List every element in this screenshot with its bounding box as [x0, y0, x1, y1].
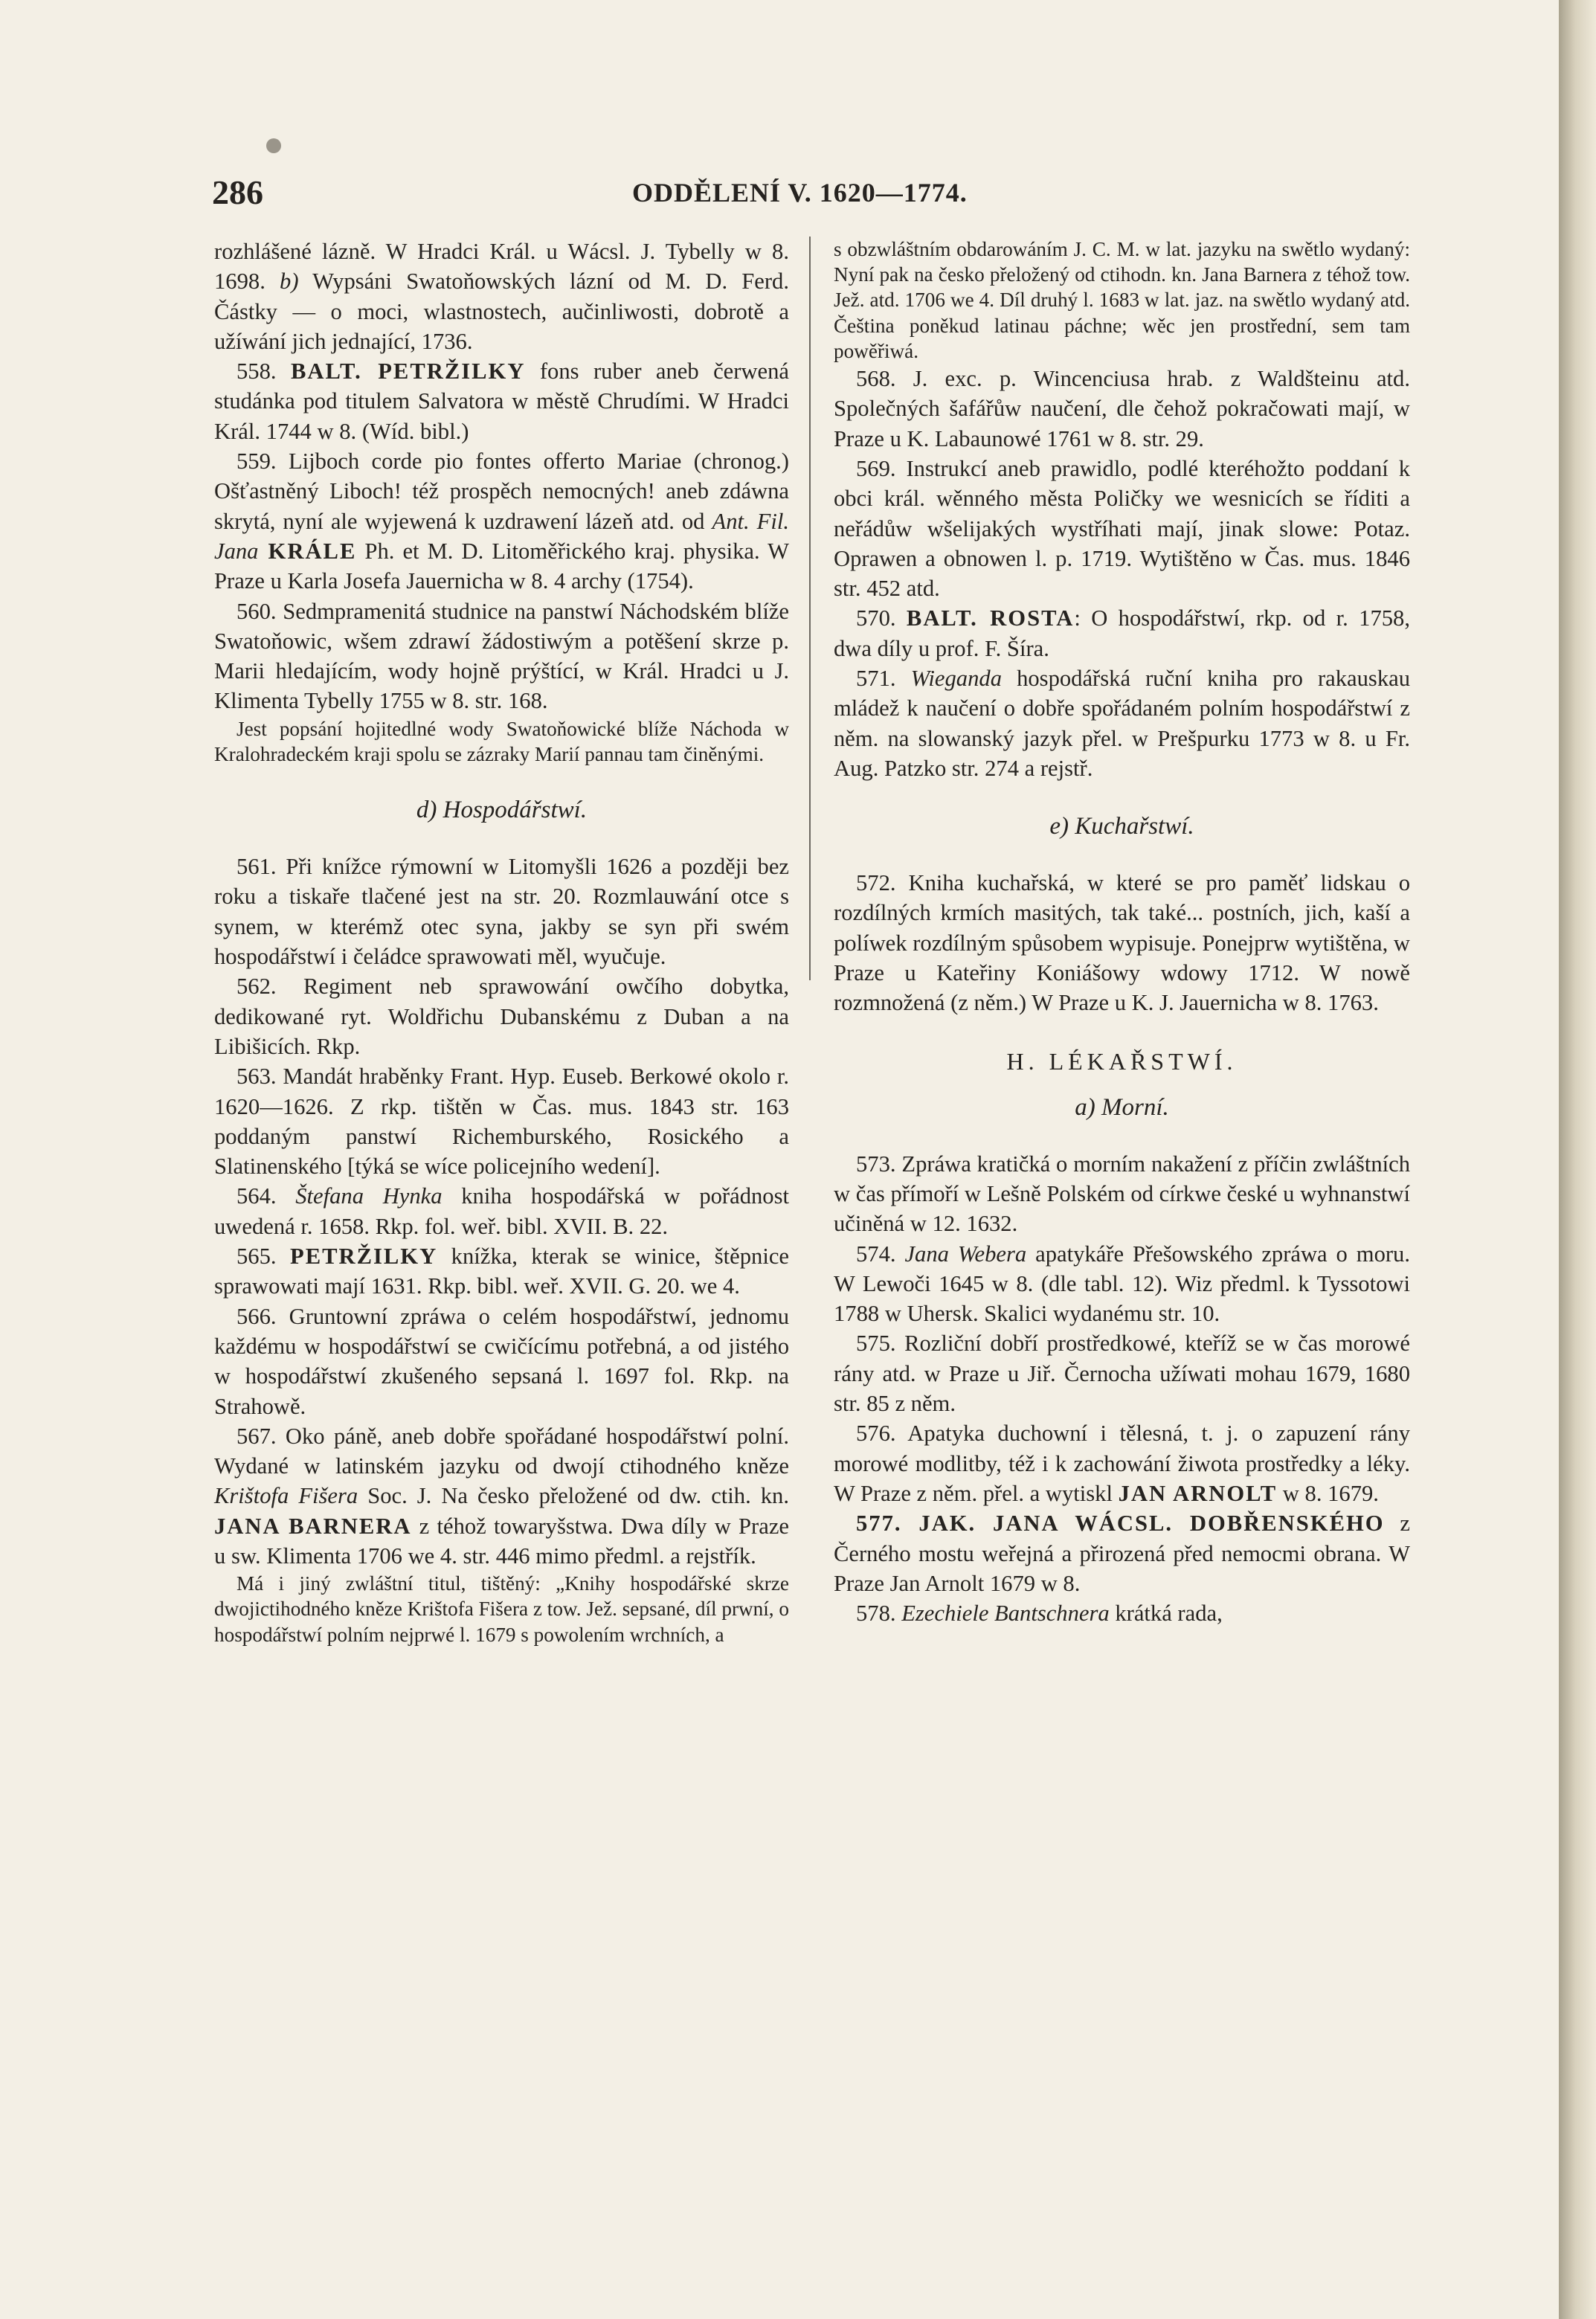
section-heading-kucharstvi: e) Kuchařstwí.: [1049, 813, 1194, 840]
page-header: [212, 173, 1409, 217]
section-heading-hospodarstvi: d) Hospodářstwí.: [416, 797, 588, 824]
entry-567-note: Má i jiný zwláštní titul, tištěný: „Knihy hospodářské skrze dwojictihodného kněze Krištofa Fišera z tow. Jež. sepsané, díl prwní, o hospodářstwí polním nejprwé l. 1679 s powolením wrchních, a: [214, 1572, 789, 1646]
entry-567: 567. Oko páně, aneb dobře spořádané hospodářstwí polní. Wydané w latinském jazyku od dwojí ctihodného kněze Krištofa Fišera Soc. J. Na česko přeložené od dw. ctih. kn. JANA BARNERA z téhož towaryšstwa. Dwa díly w Praze u sw. Klimenta 1706 we 4. str. 446 mimo předml. a rejstřík.: [214, 1423, 789, 1569]
entry-560: 560. Sedmpramenitá studnice na panstwí Náchodském blíže Swatoňowic, wšem zdrawí žádostiwým a potěšení skrze p. Marii hledajícím, wody hojně prýštící, w Král. Hradci u J. Klimenta Tybelly 1755 w 8. str. 168.: [214, 598, 789, 714]
entry-558: 558. BALT. PETRŽILKY fons ruber aneb čerwená studánka pod titulem Salvatora w městě Chrudími. W Hradci Král. 1744 w 8. (Wíd. bibl.): [214, 358, 789, 444]
entry-565: 565. PETRŽILKY knížka, kterak se winice, štěpnice sprawowati mají 1631. Rkp. bibl. weř. XVII. G. 20. we 4.: [214, 1244, 790, 1299]
entry-566: 566. Gruntowní zpráwa o celém hospodářstwí, jednomu každému w hospodářstwí se cwičícímu potřebná, a od jistého w hospodářstwí zkušeného sepsaná l. 1697 fol. Rkp. na Strahowě.: [214, 1303, 789, 1419]
entry-562: 562. Regiment neb sprawowání owčího dobytka, dedikowané ryt. Woldřichu Dubanskému z Duban a na Libišicích. Rkp.: [214, 974, 789, 1059]
entry-577: 577. JAK. JANA WÁCSL. DOBŘENSKÉHO z Černého mostu weřejná a přirozená před nemocmi obrana. W Praze Jan Arnolt 1679 w 8.: [834, 1511, 1411, 1596]
entry-559: 559. Lijboch corde pio fontes offerto Mariae (chronog.) Ošťastněný Liboch! též prospěch nemocných! aneb zdáwna skrytá, nyní ale wyjewená k uzdrawení lázeň atd. od Ant. Fil. Jana KRÁLE Ph. et M. D. Litoměřického kraj. physika. W Praze u Karla Josefa Jauernicha w 8. 4 archy (1754).: [214, 448, 789, 594]
left-column: [214, 237, 789, 1647]
entry-563: 563. Mandát hraběnky Frant. Hyp. Euseb. Berkowé okolo r. 1620—1626. Z rkp. tištěn w Čas. mus. 1843 str. 163 poddaným panstwí Richemburského, Rosického a Slatinenského [týká se wíce policejního wedení].: [214, 1064, 789, 1180]
entry-571: 571. Wieganda hospodářská ruční kniha pro rakauskau mládež k naučení o dobře spořádaném polním hospodářstwí z něm. na slowanský jazyk přel. w Prešpurku 1773 w 8. u Fr. Aug. Patzko str. 274 a rejstř.: [834, 665, 1410, 781]
entry-561: 561. Při knížce rýmowní w Litomyšli 1626 a později bez roku a tiskaře tlačené jest na str. 20. Rozmlauwání otce s synem, w kterémž otec syna, jakby se syn při swém hospodářstwí i čeládce sprawowati měl, wyučuje.: [214, 854, 789, 970]
section-heading-morni: a) Morní.: [1075, 1093, 1169, 1121]
page-number: 286: [212, 173, 263, 211]
column-divider: [809, 237, 811, 980]
entry-572: 572. Kniha kuchařská, w které se pro paměť lidskau o rozdílných krmích masitých, tak také... postních, jich, kaší a políwek rozdílným spůsobem wypisuje. Ponejprw wytištěna, w Praze u Kateřiny Koniášowy wdowy 1712. W nowě rozmnožená (z něm.) W Praze u K. J. Jauernicha w 8. 1763.: [834, 870, 1410, 1016]
entry-567-note-continuation: s obzwláštním obdarowáním J. C. M. w lat. jazyku na swětlo wydaný: Nyní pak na česko přeložený od ctihodn. kn. Jana Barnera z téhož tow. Jež. atd. 1706 we 4. Díl druhý l. 1683 w lat. jaz. na swětlo wydaný atd. Čeština poněkud latinau páchne; wěc jen prostřední, sem tam powěřiwá.: [834, 238, 1410, 362]
entry-575: 575. Rozliční dobří prostředkowé, kteříž se w čas morowé rány atd. w Praze u Jiř. Černocha užíwati mohau 1679, 1680 str. 85 z něm.: [834, 1331, 1410, 1417]
entry-560-note: Jest popsání hojitedlné wody Swatoňowické blíže Náchoda w Kralohradeckém kraji spolu se zázraky Marií pannau tam činěnými.: [214, 717, 789, 765]
entry-576: 576. Apatyka duchowní i tělesná, t. j. o zapuzení rány morowé modlitby, též i k zachowání žiwota prostředky a léky. W Praze z něm. přel. a wytiskl JAN ARNOLT w 8. 1679.: [834, 1421, 1410, 1506]
entry-564: 564. Štefana Hynka kniha hospodářská w pořádnost uwedená r. 1658. Rkp. fol. weř. bibl. XVII. B. 22.: [214, 1183, 789, 1239]
entry-573: 573. Zpráwa kratičká o morním nakažení z příčin zwláštních w čas přímoří w Lešně Polském od církwe české u wyhnanstwí učiněná w 12. 1632.: [834, 1151, 1410, 1237]
right-column: [834, 237, 1410, 1628]
chapter-heading-lekarstvi: H. LÉKAŘSTWÍ.: [1006, 1047, 1238, 1075]
entry-568: 568. J. exc. p. Wincenciusa hrab. z Waldšteinu atd. Společných šafářůw naučení, dle čehož pokračowati mají, w Praze u K. Labaunowé 1761 w 8. str. 29.: [834, 366, 1410, 451]
entry-570: 570. BALT. ROSTA: O hospodářstwí, rkp. od r. 1758, dwa díly u prof. F. Šíra.: [834, 605, 1410, 661]
book-spine-edge: [1559, 0, 1596, 2319]
entry-574: 574. Jana Webera apatykáře Přešowského zpráwa o moru. W Lewoči 1645 w 8. (dle tabl. 12). Wiz předml. k Tyssotowi 1788 w Uhersk. Skalici wydanému str. 10.: [834, 1241, 1411, 1327]
entry-569: 569. Instrukcí aneb prawidlo, podlé kteréhožto poddaní k obci král. wěnného města Poličky we wesnicích se říditi a neřádůw wšelijakých wystříhati mají, jinak slowe: Potaz. Oprawen a obnowen l. p. 1719. Wytištěno w Čas. mus. 1846 str. 452 atd.: [834, 455, 1410, 602]
entry-578: 578. Ezechiele Bantschnera krátká rada,: [856, 1601, 1223, 1627]
ink-speck: [266, 138, 281, 153]
entry-557-continuation: rozhlášené lázně. W Hradci Král. u Wácsl. J. Tybelly w 8. 1698. b) Wypsáni Swatoňowských lázní od M. D. Ferd. Částky — o moci, wlastnostech, aučinliwosti, dobrotě a užíwání jich jednající, 1736.: [214, 239, 789, 354]
running-head: ODDĚLENÍ V. 1620—1774.: [632, 178, 968, 208]
